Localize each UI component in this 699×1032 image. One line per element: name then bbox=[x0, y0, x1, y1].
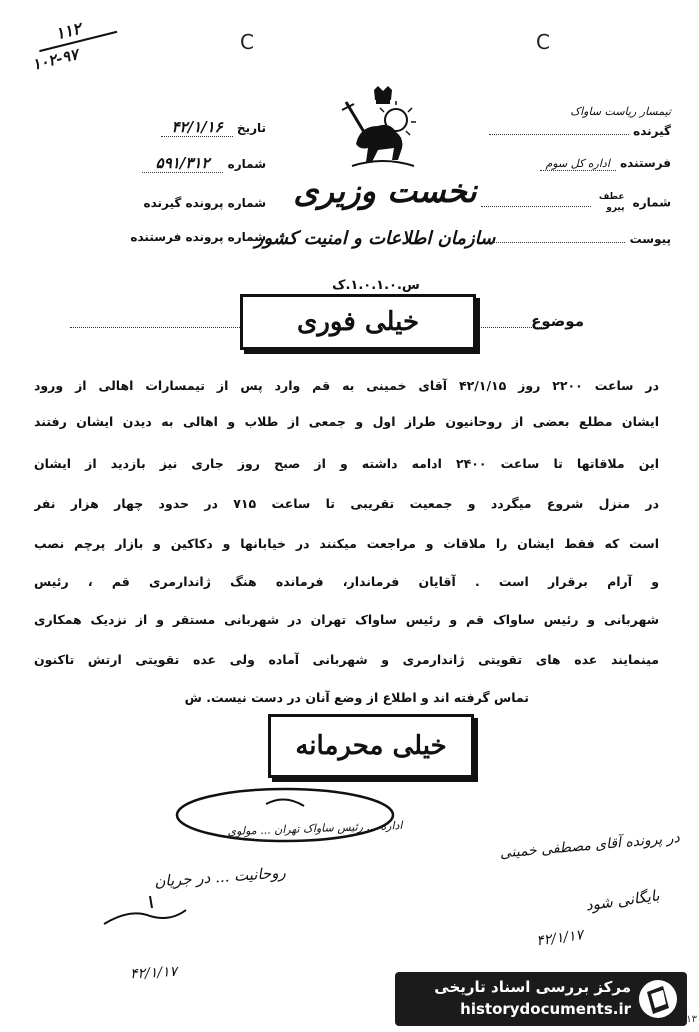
handwritten-date-bottom-right: ۴۲/۱/۱۷ bbox=[535, 927, 585, 950]
sender-value: اداره کل سوم bbox=[540, 157, 616, 171]
punch-hole-left: C bbox=[240, 30, 254, 54]
ministry-title: نخست وزیری bbox=[293, 172, 477, 210]
receiver-file-field bbox=[90, 196, 266, 210]
handwritten-note-bottom-right: بایگانی شود bbox=[584, 886, 661, 915]
signature-loop-icon bbox=[170, 780, 400, 850]
watermark-url: historydocuments.ir bbox=[460, 1000, 631, 1018]
body-line-5: است که فقط ایشان را ملاقات و مراجعت میکنند در خیابانها و دکاکین و بازار پرچم نصب bbox=[34, 536, 659, 551]
atf-label: عطف bbox=[598, 192, 625, 202]
date-label: تاریخ bbox=[236, 121, 266, 135]
reference-code: س.۱.۰.۱.۰.ک bbox=[332, 278, 420, 293]
punch-hole-right: C bbox=[536, 30, 550, 54]
number-field-left bbox=[20, 154, 266, 172]
handwritten-note-right: در پرونده آقای مصطفی خمینی bbox=[499, 830, 681, 862]
number-field-right bbox=[471, 192, 671, 214]
body-line-3: این ملاقاتها تا ساعت ۲۴۰۰ ادامه داشته و از صبح روز جاری نیز بازدید از ایشان bbox=[34, 456, 659, 471]
watermark-title: مرکز بررسی اسناد تاریخی bbox=[434, 978, 631, 996]
watermark-badge bbox=[395, 972, 687, 1026]
urgent-stamp: خیلی فوری bbox=[240, 294, 476, 350]
body-line-6: و آرام برقرار است . آقایان فرماندار، فرمانده هنگ ژاندارمری قم ، رئیس bbox=[34, 574, 659, 589]
corner-note-line2: ۱۰۲-۹۷ bbox=[30, 45, 80, 74]
organization-title: سازمان اطلاعات و امنیت کشور bbox=[254, 228, 496, 249]
number-label-left: شماره bbox=[227, 157, 266, 171]
sender-label: فرستنده bbox=[620, 156, 671, 170]
attachment-label: پیوست bbox=[629, 232, 671, 246]
handwritten-note-top: اداره ... رئیس ساواک تهران ... مولوی bbox=[227, 818, 403, 839]
handwritten-date-bottom-left: ۴۲/۱/۱۷ bbox=[129, 963, 178, 983]
sender-file-field bbox=[90, 230, 266, 244]
body-line-8: مینمایند عده های تقویتی ژاندارمری و شهربانی آماده ولی عده تقویتی ارتش تاکنون bbox=[34, 652, 659, 667]
page-code: ۱۳ bbox=[686, 1014, 697, 1025]
peyro-label: پیرو bbox=[606, 203, 625, 213]
body-line-2: ایشان مطلع بعضی از روحانیون طراز اول و جمعی از طلاب و اهالی به دیدن ایشان رفتند bbox=[34, 414, 659, 429]
receiver-file-label: شماره پرونده گیرنده bbox=[143, 196, 266, 210]
receiver-label-text: گیرنده bbox=[633, 124, 671, 138]
number-label-right: شماره bbox=[632, 195, 671, 210]
body-line-9: تماس گرفته اند و اطلاع از وضع آنان در دست نیست. ش bbox=[184, 690, 529, 705]
body-line-4: در منزل شروع میگردد و جمعیت تقریبی تا ساعت ۷۱۵ در حدود چهار هزار نفر bbox=[34, 496, 659, 511]
body-line-1: در ساعت ۲۲۰۰ روز ۴۲/۱/۱۵ آقای خمینی به قم وارد پس از تیمسارات اهالی از ورود bbox=[34, 378, 659, 393]
number-value-left: ۵۹۱/۳۱۲ bbox=[142, 154, 224, 173]
handwritten-scribble-icon bbox=[100, 888, 190, 938]
receiver-label bbox=[471, 124, 671, 138]
lion-and-sun-emblem-icon bbox=[338, 86, 428, 172]
classification-stamp: خیلی محرمانه bbox=[268, 714, 474, 778]
receiver-field bbox=[471, 104, 671, 118]
date-field bbox=[66, 118, 266, 136]
sender-field bbox=[471, 156, 671, 170]
date-value: ۴۲/۱/۱۶ bbox=[161, 118, 232, 137]
archive-logo-icon bbox=[637, 978, 679, 1020]
attachment-field bbox=[471, 232, 671, 246]
body-line-7: شهربانی و رئیس ساواک قم و رئیس ساواک تهران در شهربانی مستقر و از نزدیک همکاری bbox=[34, 612, 659, 627]
receiver-value: تیمسار ریاست ساواک bbox=[570, 105, 671, 118]
handwritten-note-left: روحانیت ... در جریان bbox=[153, 863, 287, 891]
corner-note bbox=[24, 6, 145, 91]
sender-file-label: شماره پرونده فرستنده bbox=[130, 230, 266, 244]
corner-note-line1: ۱۱۲ bbox=[53, 18, 84, 44]
subject-label: موضوع bbox=[531, 312, 584, 330]
